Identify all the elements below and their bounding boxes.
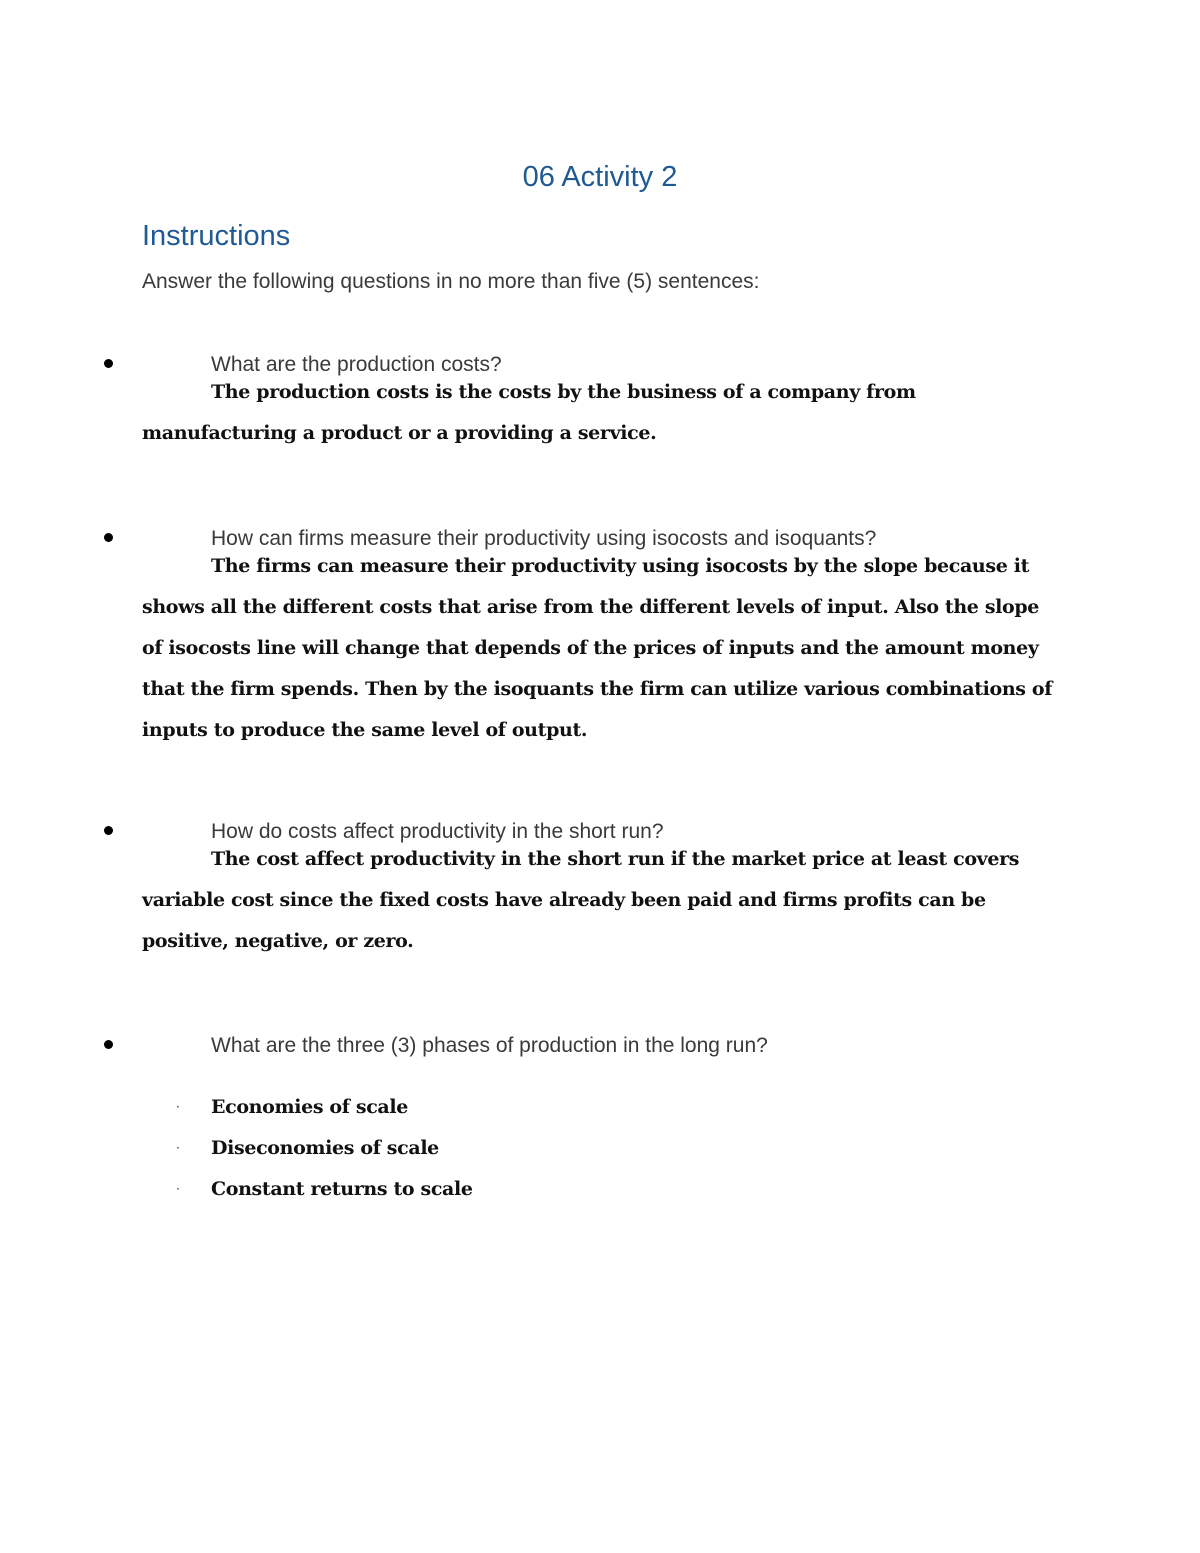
- instructions-text: Answer the following questions in no more than five (5) sentences:: [142, 270, 760, 293]
- bullet-icon: [104, 357, 118, 371]
- bullet-icon: [104, 531, 118, 545]
- question-4: What are the three (3) phases of production in the long run?: [211, 1034, 768, 1057]
- list-item: Economies of scale: [211, 1096, 408, 1118]
- answer-1: The production costs is the costs by the business of a company from manufacturing a product or a providing a service.: [142, 381, 916, 444]
- question-3: How do costs affect productivity in the short run?: [211, 820, 664, 843]
- bullet-icon: [104, 824, 118, 838]
- document-title: 06 Activity 2: [522, 161, 678, 193]
- list-item: Diseconomies of scale: [211, 1137, 439, 1159]
- answer-2: The firms can measure their productivity using isocosts by the slope because it shows all the different costs that arise from the different levels of input. Also the slope of isocosts line will change that depends of the prices of inputs and the amount money that the firm spends. Then by the isoquants the firm can utilize various combinations of inputs to produce the same level of output.: [142, 555, 1053, 741]
- sub-bullet-icon: ·: [176, 1100, 180, 1114]
- answer-3: The cost affect productivity in the short run if the market price at least covers variable cost since the fixed costs have already been paid and firms profits can be positive, negative, or zero.: [142, 848, 1020, 952]
- sub-bullet-icon: ·: [176, 1182, 180, 1196]
- bullet-icon: [104, 1038, 118, 1052]
- list-item: Constant returns to scale: [211, 1178, 473, 1200]
- instructions-heading: Instructions: [142, 220, 291, 252]
- sub-bullet-icon: ·: [176, 1141, 180, 1155]
- question-2: How can firms measure their productivity using isocosts and isoquants?: [211, 527, 877, 550]
- question-1: What are the production costs?: [211, 353, 502, 376]
